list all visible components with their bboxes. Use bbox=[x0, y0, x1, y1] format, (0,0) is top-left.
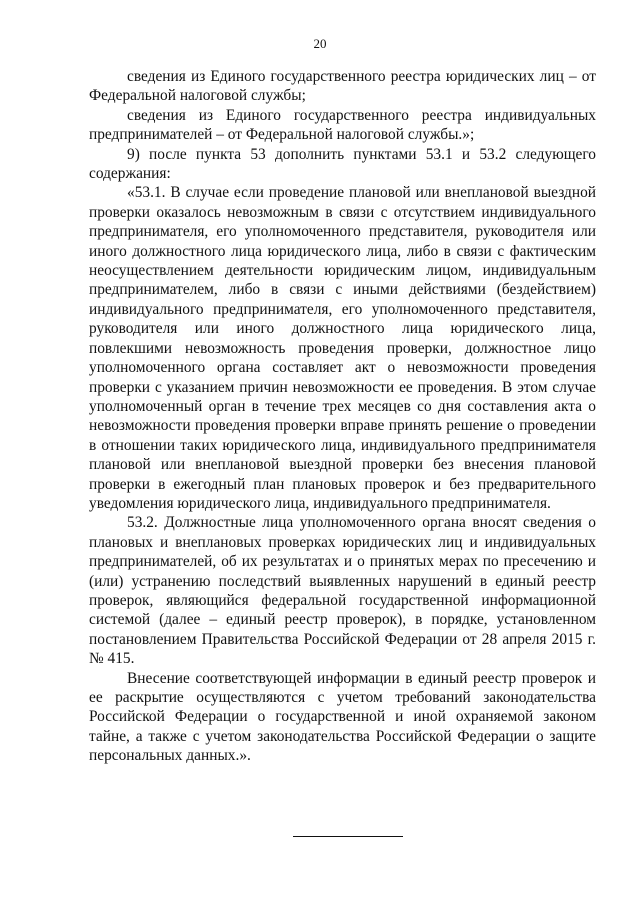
document-body bbox=[89, 67, 596, 766]
paragraph-egrip: сведения из Единого государственного реестра индивидуальных предпринимателей – от Федеральной налоговой службы.»; bbox=[89, 106, 596, 144]
footer-divider bbox=[293, 836, 403, 837]
paragraph-disclosure: Внесение соответствующей информации в единый реестр проверок и ее раскрытие осуществляются с учетом требований законодательства Российской Федерации о государственной и иной охраняемой законом тайне, а также с учетом законодательства Российской Федерации о защите персональных данных.». bbox=[89, 669, 596, 765]
paragraph-item-9: 9) после пункта 53 дополнить пунктами 53.1 и 53.2 следующего содержания: bbox=[89, 145, 596, 183]
page-number: 20 bbox=[313, 36, 327, 51]
paragraph-53-2: 53.2. Должностные лица уполномоченного органа вносят сведения о плановых и внеплановых проверках юридических лиц и индивидуальных предпринимателей, об их результатах и о принятых мерах по пресечению и (или) устранению последствий выявленных нарушений в единый реестр проверок, являющийся федеральной государственной информационной системой (далее – единый реестр проверок), в порядке, установленном постановлением Правительства Российской Федерации от 28 апреля 2015 г. № 415. bbox=[89, 514, 596, 668]
paragraph-egrul: сведения из Единого государственного реестра юридических лиц – от Федеральной налоговой службы; bbox=[89, 68, 596, 105]
paragraph-53-1: «53.1. В случае если проведение плановой или внеплановой выездной проверки оказалось невозможным в связи с отсутствием индивидуального предпринимателя, его уполномоченного представителя, руководителя или иного должностного лица юридического лица, либо в связи с фактическим неосуществлением деятельности юридическим лицом, индивидуальным предпринимателем, либо в связи с иными действиями (бездействием) индивидуального предпринимателя, его уполномоченного представителя, руководителя или иного должностного лица юридического лица, повлекшими невозможность проведения проверки, должностное лицо уполномоченного органа составляет акт о невозможности проведения проверки с указанием причин невозможности ее проведения. В этом случае уполномоченный орган в течение трех месяцев со дня составления акта о невозможности проведения проверки вправе принять решение о проведении в отношении таких юридического лица, индивидуального предпринимателя плановой или внеплановой выездной проверки без внесения плановой проверки в ежегодный план плановых проверок и без предварительного уведомления юридического лица, индивидуального предпринимателя. bbox=[89, 184, 596, 512]
